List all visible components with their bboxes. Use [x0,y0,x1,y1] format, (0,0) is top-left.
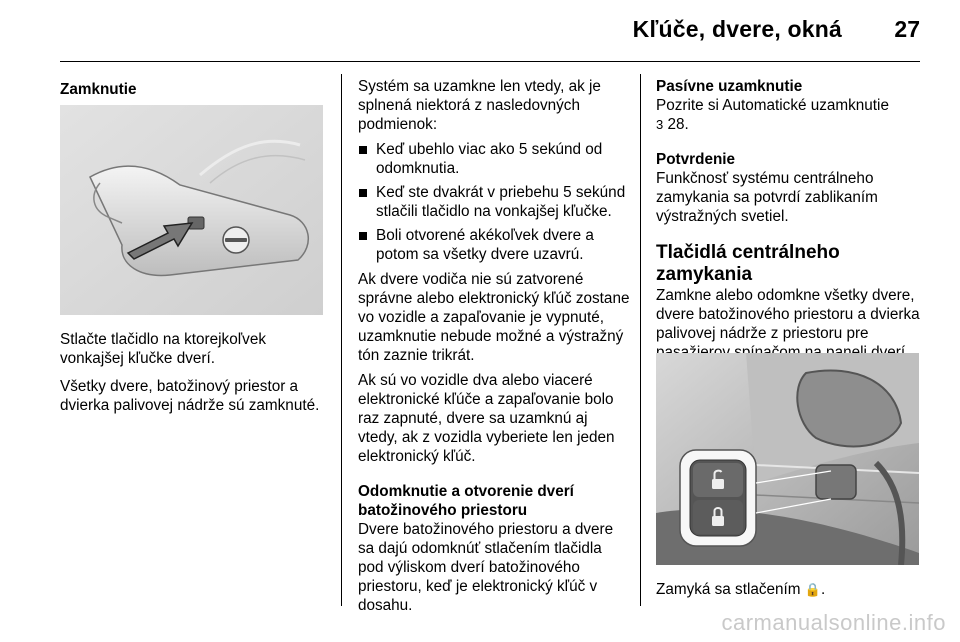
section-heading-confirmation: Potvrdenie [656,151,736,168]
page-number: 27 [894,16,920,42]
door-handle-icon [60,105,323,315]
page-title: Kľúče, dvere, okná [632,16,842,42]
column-2 [358,77,630,624]
central-lock-figure [656,353,919,565]
column-divider-1 [341,74,342,606]
figure-caption [656,580,919,599]
column-1-body [60,330,328,424]
bullet-list [358,140,630,264]
list-item: Keď ste dvakrát v priebehu 5 sekúnd stlačili tlačidlo na vonkajšej kľučke. [358,183,630,221]
central-lock-switch-icon [656,353,919,565]
list-item: Boli otvorené akékoľvek dvere a potom sa všetky dvere uzavrú. [358,226,630,264]
list-item: Keď ubehlo viac ako 5 sekúnd od odomknutia. [358,140,630,178]
paragraph: Zamkne alebo odomkne všetky dvere, dvere batožinového priestoru a dvierka palivovej nádrže z priestoru pre [656,287,920,342]
column-divider-2 [640,74,641,606]
page-reference-icon: 3 [656,117,664,132]
section-heading-central-lock-buttons: Tlačidlá centrálneho zamykania [656,242,840,285]
paragraph: Všetky dvere, batožinový priestor a dvierka palivovej nádrže sú zamknuté. [60,378,320,414]
section-heading-unlock: Odomknutie a otvorenie dverí batožinového priestoru [358,483,574,519]
caption-end: . [820,581,826,598]
caption-text: Zamyká sa stlačením [656,581,801,598]
paragraph: Systém sa uzamkne len vtedy, ak je splnená niektorá z nasledovných podmienok: [358,78,601,133]
lock-icon: 🔒 [804,582,821,597]
door-handle-figure [60,105,323,315]
section-heading-locking: Zamknutie [60,81,137,98]
paragraph: Dvere batožinového priestoru a dvere sa dajú odomknúť stlačením tlačidla pod výliskom dverí batožinového priestoru, keď je elektronický kľúč v dosahu. [358,521,614,614]
paragraph: Ak dvere vodiča nie sú zatvorené správne alebo elektronický kľúč zostane vo vozidle a zapaľovanie je vypnuté, uzamknutie nebude možné a výstražný tón zaznie trikrát. [358,271,630,364]
section-heading-passive: Pasívne uzamknutie [656,78,803,95]
header-rule [60,61,920,62]
column-1 [60,80,328,99]
paragraph: Ak sú vo vozidle dva alebo viaceré elektronické kľúče a zapaľovanie bolo raz zapnuté, dvere sa uzamknú aj vtedy, ak z vozidla vyberiete len jeden elektronický kľúč. [358,372,615,465]
column-3 [656,77,926,390]
page-reference-link[interactable]: 28. [667,116,689,133]
reference-text: Pozrite si Automatické uzamknutie [656,97,889,114]
watermark: carmanualsonline.info [721,610,946,635]
paragraph [656,96,926,134]
paragraph: Funkčnosť systému centrálneho zamykania sa potvrdí zablikaním výstražných svetiel. [656,170,878,225]
paragraph: Stlačte tlačidlo na ktorejkoľvek vonkajšej kľučke dverí. [60,331,266,367]
